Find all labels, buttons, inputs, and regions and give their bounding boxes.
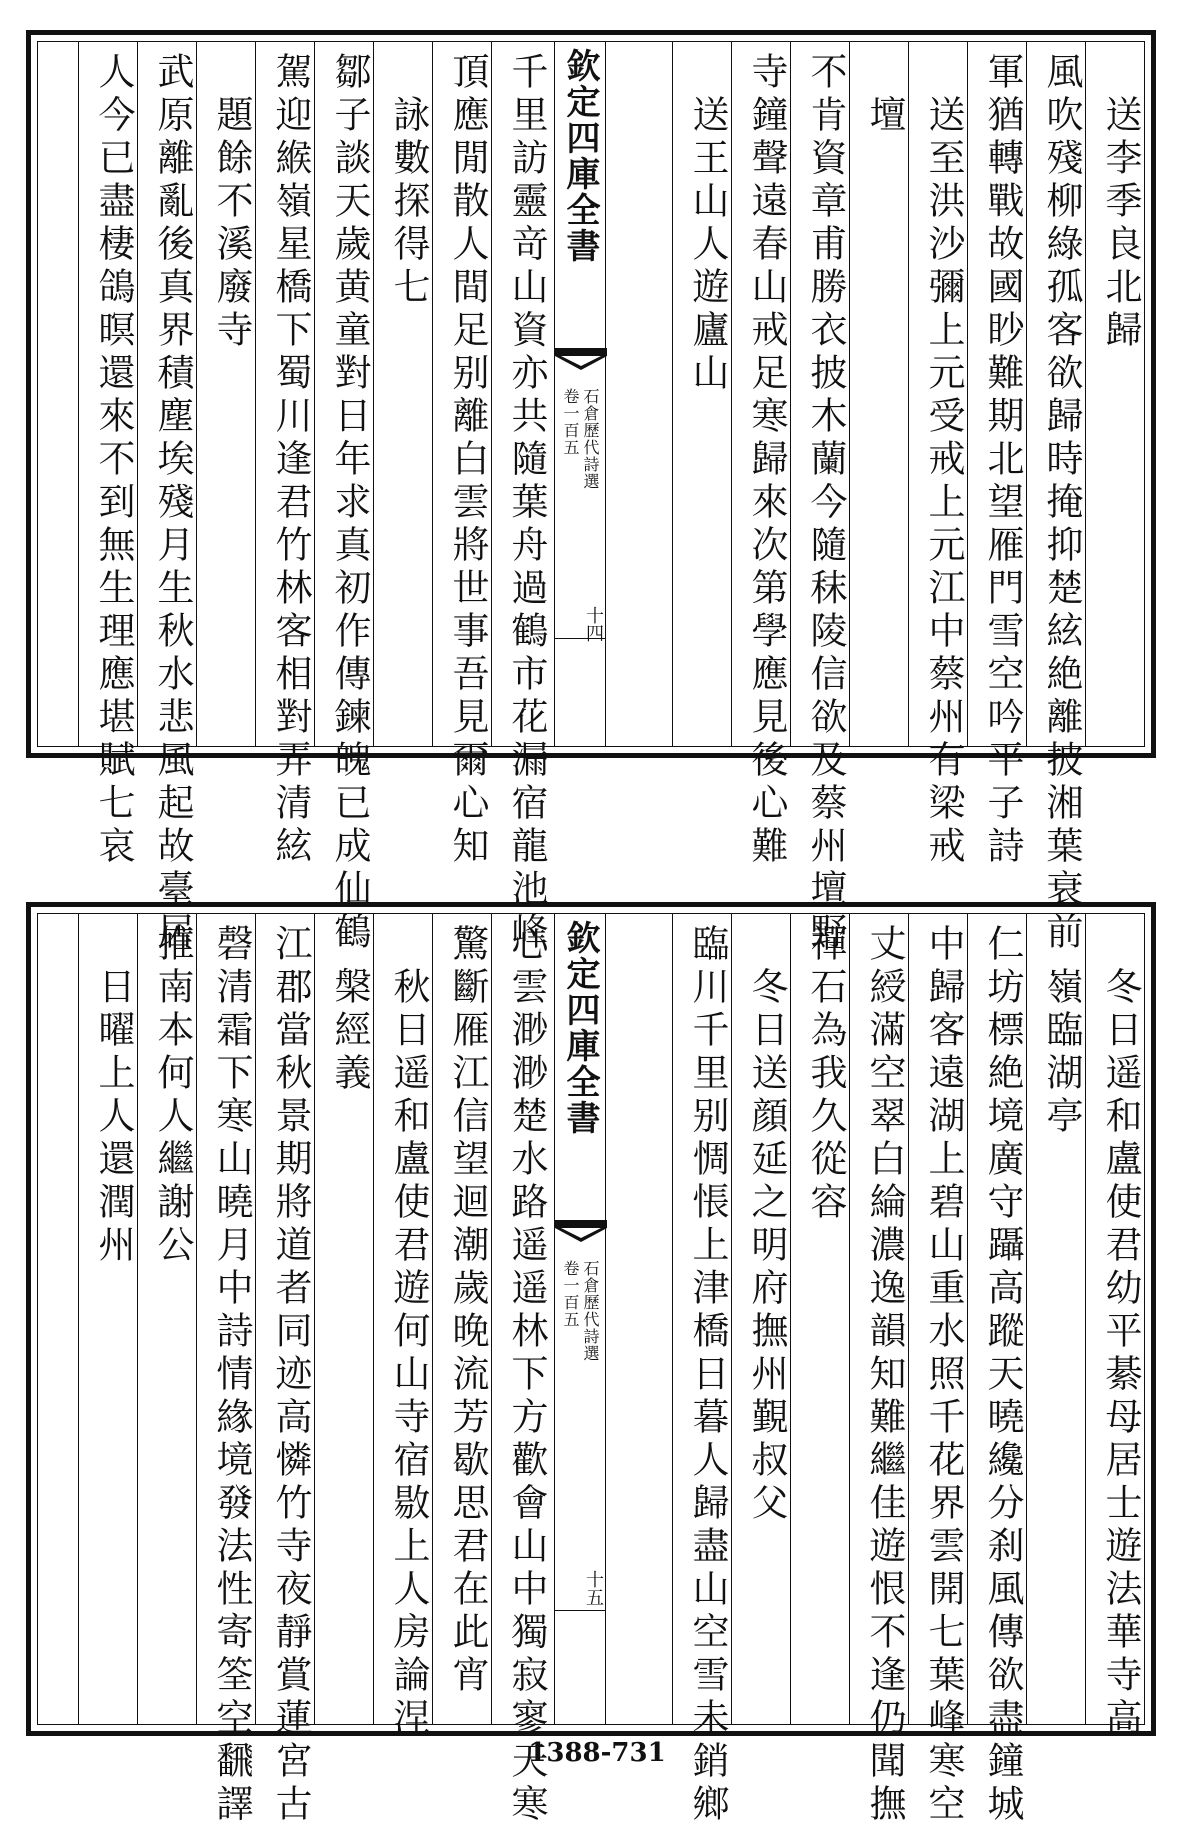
lower-right-column-5-text: 丈綬滿空翠白綸濃逸韻知難繼佳遊恨不逢仍聞撫 xyxy=(863,924,906,1827)
lower-right-column-1 xyxy=(1085,914,1144,1741)
upper-center-column xyxy=(554,42,606,746)
lower-right-column-2 xyxy=(1026,914,1085,1724)
upper-right-column-1-text: 送李季良北歸 xyxy=(1099,52,1142,353)
upper-right-column-8-text: 送王山人遊廬山 xyxy=(686,52,729,396)
upper-left-column-3-text: 詠數探得七 xyxy=(387,52,430,310)
upper-leaf-number: 十四 xyxy=(583,606,604,642)
upper-right-column-6-text: 不肯資章甫勝衣披木蘭今隨秣陵信欲及蔡州壇野 xyxy=(804,52,847,955)
lower-left-column-1-text: 心雲渺渺楚水路遥遥林下方歡會山中獨寂寥天寒 xyxy=(505,924,548,1827)
upper-left-column-7-text: 武原離亂後真界積塵埃殘月生秋水悲風起故臺居 xyxy=(151,52,194,955)
lower-right-column-3-text: 仁坊標絶境廣守躡高蹤天曉纔分刹風傳欲盡鐘城 xyxy=(981,924,1024,1827)
lower-center-title: 欽定四庫全書 xyxy=(560,920,600,1136)
upper-left-column-2-text: 頂應閒散人間足别離白雲將世事吾見爾心知 xyxy=(446,52,489,869)
lower-left-column-2 xyxy=(432,914,491,1724)
lower-left-column-4 xyxy=(314,914,373,1724)
lower-left-column-2-text: 驚斷雁江信望迴潮歲晚流芳歇思君在此宵 xyxy=(446,924,489,1698)
upper-right-column-2-text: 風吹殘柳綠孤客欲歸時掩抑楚絃絶離披湘葉衰前 xyxy=(1040,52,1083,955)
upper-page-frame xyxy=(37,41,1145,955)
lower-center-subtitle-line2: 卷一百五 xyxy=(561,1260,580,1328)
upper-right-column-1 xyxy=(1085,42,1144,746)
upper-left-column-7 xyxy=(137,42,196,955)
upper-center-title: 欽定四庫全書 xyxy=(560,48,600,264)
lower-right-column-4-text: 中歸客遠湖上碧山重水照千花界雲開七葉峰寒空 xyxy=(922,924,965,1827)
lower-right-column-6-text: 禪石為我久從容 xyxy=(804,924,847,1225)
lower-left-column-8 xyxy=(78,914,137,1724)
upper-left-column-6 xyxy=(196,42,255,746)
upper-right-column-6 xyxy=(790,42,849,955)
upper-right-column-4 xyxy=(908,42,967,869)
upper-right-column-4-text: 送至洪沙彌上元受戒上元江中蔡州有梁戒 xyxy=(922,52,965,869)
lower-right-column-3 xyxy=(967,914,1026,1827)
lower-right-column-4 xyxy=(908,914,967,1827)
lower-right-column-7 xyxy=(731,914,790,1724)
lower-left-column-5-text: 江郡當秋景期將道者同迹高憐竹寺夜靜賞蓮宮古 xyxy=(269,924,312,1827)
lower-right-column-5 xyxy=(849,914,908,1827)
upper-right-column-8 xyxy=(672,42,731,746)
lower-right-column-2-text: 嶺臨湖亭 xyxy=(1040,924,1083,1139)
lower-right-column-7-text: 冬日送顔延之明府撫州覲叔父 xyxy=(745,924,788,1526)
upper-left-column-4-text: 鄒子談天歲黄童對日年求真初作傳鍊魄已成仙鶴 xyxy=(328,52,371,955)
upper-left-column-8-text: 人今已盡棲鴿暝還來不到無生理應堪賦七哀 xyxy=(92,52,135,869)
lower-left-column-7-text: 推南本何人繼謝公 xyxy=(151,924,194,1268)
upper-page xyxy=(26,30,1156,955)
lower-left-column-1 xyxy=(491,914,550,1827)
lower-left-column-7 xyxy=(137,914,196,1724)
upper-left-column-3 xyxy=(373,42,432,746)
lower-fish-tail-mark xyxy=(555,1220,607,1244)
upper-right-column-3 xyxy=(967,42,1026,869)
lower-center-column xyxy=(554,914,606,1724)
page-code: 1388-731 xyxy=(528,1738,666,1768)
lower-center-subtitle-line1: 石倉歷代詩選 xyxy=(581,1260,600,1362)
lower-left-column-3-text: 秋日遥和盧使君遊何山寺宿敭上人房論涅 xyxy=(387,924,430,1741)
upper-left-column-5 xyxy=(255,42,314,869)
lower-right-column-6 xyxy=(790,914,849,1724)
lower-center-lower-rule xyxy=(555,1610,605,1611)
lower-left-column-3 xyxy=(373,914,432,1741)
upper-left-column-1-text: 千里訪靈竒山資亦共隨葉舟過鶴市花漏宿龍池峰 xyxy=(505,52,548,955)
upper-left-column-4 xyxy=(314,42,373,955)
lower-left-column-6-text: 磬清霜下寒山曉月中詩情緣境發法性寄筌空飜譯 xyxy=(210,924,253,1827)
upper-left-column-5-text: 駕迎緱嶺星橋下蜀川逢君竹林客相對弄清絃 xyxy=(269,52,312,869)
upper-fish-tail-mark xyxy=(555,348,607,372)
upper-center-subtitle-line1: 石倉歷代詩選 xyxy=(581,388,600,490)
upper-right-column-5 xyxy=(849,42,908,746)
lower-right-column-8 xyxy=(672,914,731,1827)
upper-right-column-5-text: 壇 xyxy=(863,52,906,138)
lower-left-column-6 xyxy=(196,914,255,1827)
lower-right-column-8-text: 臨川千里别惆悵上津橋日暮人歸盡山空雪未銷鄉 xyxy=(686,924,729,1827)
upper-left-column-6-text: 題餘不溪廢寺 xyxy=(210,52,253,353)
lower-right-column-1-text: 冬日遥和盧使君幼平綦母居士遊法華寺高 xyxy=(1099,924,1142,1741)
upper-right-column-3-text: 軍猶轉戰故國眇難期北望雁門雪空吟平子詩 xyxy=(981,52,1024,869)
upper-center-subtitle-line2: 卷一百五 xyxy=(561,388,580,456)
upper-left-column-8 xyxy=(78,42,137,869)
upper-right-column-7-text: 寺鐘聲遠春山戒足寒歸來次第學應見後心難 xyxy=(745,52,788,869)
upper-right-column-7 xyxy=(731,42,790,869)
lower-left-column-4-text: 槃經義 xyxy=(328,924,371,1096)
upper-right-column-2 xyxy=(1026,42,1085,955)
upper-right-column-5-rule xyxy=(849,42,850,746)
lower-left-column-8-text: 日曜上人還潤州 xyxy=(92,924,135,1268)
upper-left-column-1 xyxy=(491,42,550,955)
lower-left-column-5 xyxy=(255,914,314,1827)
upper-left-column-2 xyxy=(432,42,491,869)
lower-leaf-number: 十五 xyxy=(583,1570,604,1606)
